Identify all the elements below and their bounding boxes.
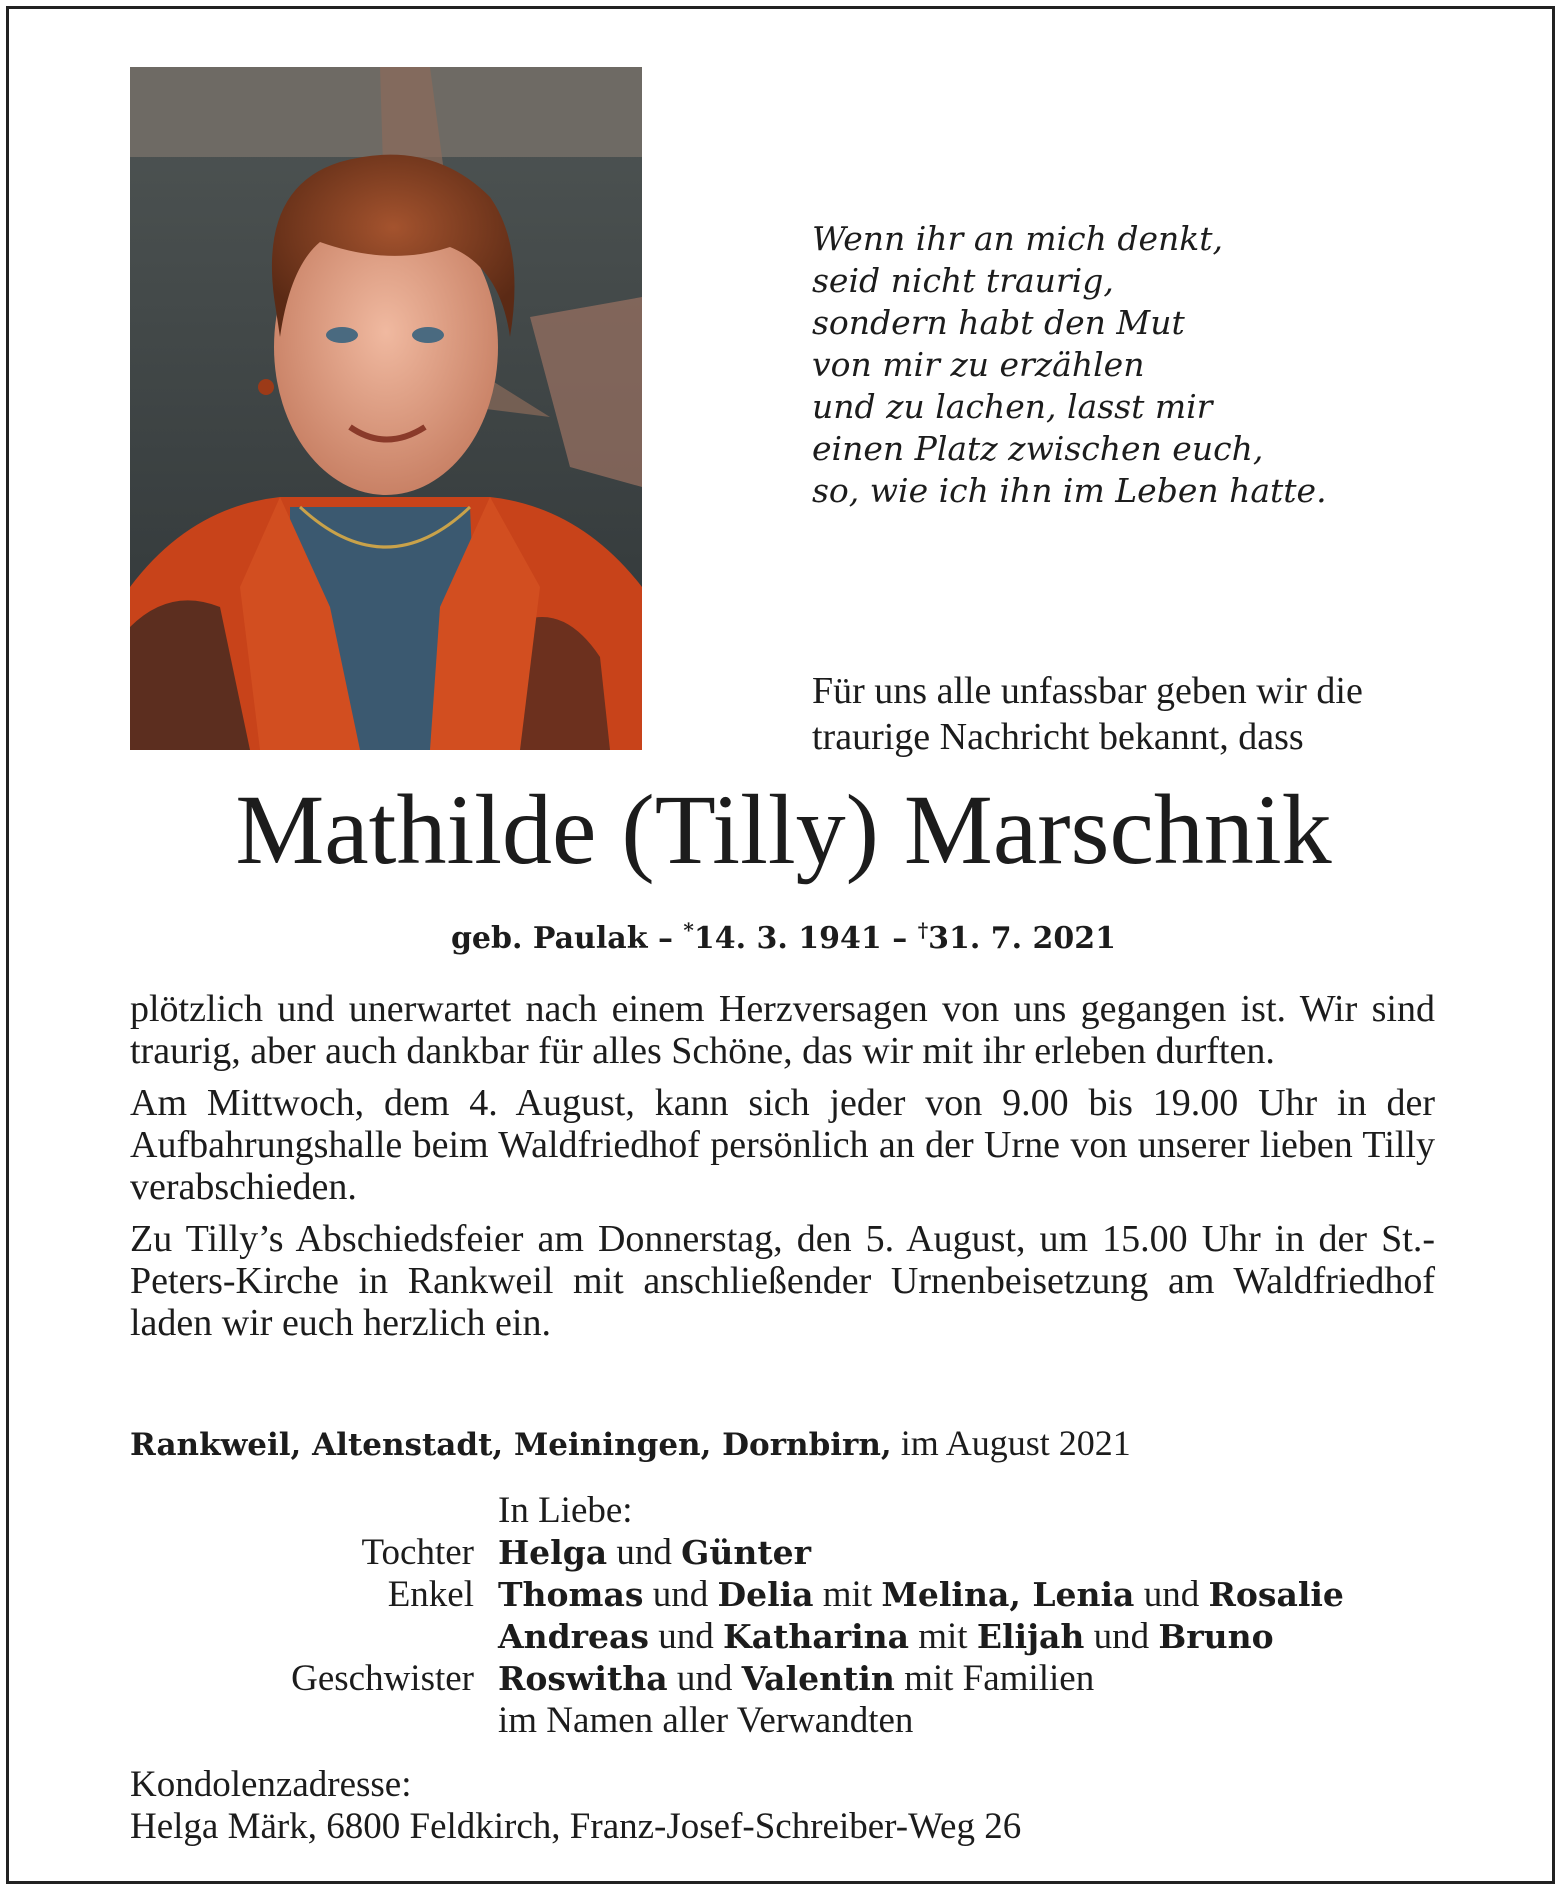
- relation-label: Tochter: [361, 1532, 474, 1573]
- body-paragraph: plötzlich und unerwartet nach einem Herzversagen von uns gegangen ist. Wir sind traurig, aber auch dankbar für alles Schöne, das wir mit ihr erleben durften.: [130, 988, 1435, 1072]
- place-date-line: [130, 1422, 1131, 1466]
- address-label: Kondolenzadresse:: [130, 1764, 412, 1805]
- intro-line: Für uns alle unfassbar geben wir die: [812, 670, 1363, 712]
- poem-line: sondern habt den Mut: [812, 303, 1185, 342]
- poem-line: seid nicht traurig,: [812, 261, 1114, 300]
- life-dates: [0, 910, 1567, 959]
- family-row-geschwister: Geschwister Roswitha und Valentin mit Familien: [240, 1658, 1344, 1700]
- poem-line: und zu lachen, lasst mir: [812, 387, 1213, 426]
- death-date: 31. 7. 2021: [928, 921, 1117, 956]
- date: im August 2021: [891, 1423, 1131, 1463]
- dash: –: [657, 921, 673, 956]
- family-heading: In Liebe:: [498, 1490, 633, 1531]
- person-name: Helga: [498, 1533, 608, 1572]
- person-name: Rosalie: [1208, 1575, 1344, 1614]
- towns: Rankweil, Altenstadt, Meiningen, Dornbirn,: [130, 1427, 892, 1463]
- person-name: Melina, Lenia: [881, 1575, 1135, 1614]
- family-list: [240, 1490, 1344, 1742]
- relation-label: Geschwister: [291, 1658, 474, 1699]
- person-name: Elijah: [976, 1617, 1085, 1656]
- person-name: Andreas: [498, 1617, 650, 1656]
- poem-line: so, wie ich ihn im Leben hatte.: [812, 471, 1327, 510]
- body-paragraph: Am Mittwoch, dem 4. August, kann sich jeder von 9.00 bis 19.00 Uhr in der Aufbahrungshalle beim Waldfriedhof persönlich an der Urne von unserer lieben Tilly verabschieden.: [130, 1082, 1435, 1208]
- family-closing: im Namen aller Verwandten: [498, 1700, 914, 1741]
- family-row-enkel: Enkel Thomas und Delia mit Melina, Lenia und Rosalie: [240, 1574, 1344, 1616]
- portrait-photo: [130, 67, 642, 750]
- deceased-name: Mathilde (Tilly) Marschnik: [235, 774, 1332, 885]
- family-row-tochter: Tochter Helga und Günter: [240, 1532, 1344, 1574]
- birth-symbol: *: [683, 918, 694, 942]
- person-name: Thomas: [498, 1575, 644, 1614]
- relation-label: Enkel: [387, 1574, 474, 1615]
- person-name: Delia: [717, 1575, 814, 1614]
- family-row-enkel-2: Andreas und Katharina mit Elijah und Bruno: [498, 1616, 1274, 1657]
- intro-line: traurige Nachricht bekannt, dass: [812, 716, 1304, 758]
- family-closing-row: [240, 1700, 1344, 1742]
- announcement-body: [130, 988, 1435, 1354]
- poem-line: Wenn ihr an mich denkt,: [812, 219, 1223, 258]
- condolence-address: [130, 1764, 1021, 1848]
- person-name: Günter: [681, 1533, 811, 1572]
- poem-line: einen Platz zwischen euch,: [812, 429, 1264, 468]
- memorial-poem: [812, 218, 1327, 512]
- address-line: Helga Märk, 6800 Feldkirch, Franz-Josef-Schreiber-Weg 26: [130, 1806, 1022, 1847]
- poem-line: von mir zu erzählen: [812, 345, 1145, 384]
- announcement-intro: [812, 668, 1363, 760]
- birth-date: 14. 3. 1941: [693, 921, 882, 956]
- maiden-name: geb. Paulak: [450, 921, 648, 956]
- dash: –: [892, 921, 908, 956]
- family-heading-row: [240, 1490, 1344, 1532]
- person-name: Bruno: [1158, 1617, 1274, 1656]
- death-symbol: †: [917, 918, 929, 942]
- body-paragraph: Zu Tilly’s Abschiedsfeier am Donnerstag, den 5. August, um 15.00 Uhr in der St.-Peters-Kirche in Rankweil mit anschließender Urnenbeisetzung am Waldfriedhof laden wir euch herzlich ein.: [130, 1218, 1435, 1344]
- person-name: Katharina: [723, 1617, 909, 1656]
- person-name: Roswitha: [498, 1659, 668, 1698]
- person-name: Valentin: [741, 1659, 895, 1698]
